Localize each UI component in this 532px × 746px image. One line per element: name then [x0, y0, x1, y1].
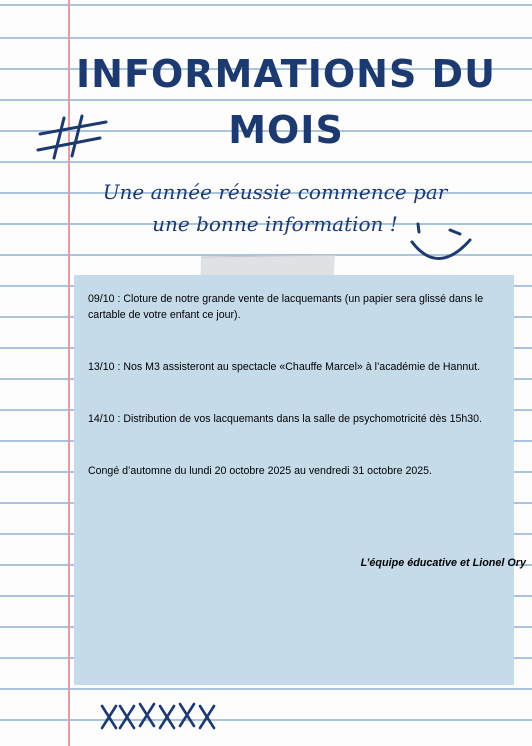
info-box — [74, 275, 526, 685]
info-item-0910 — [88, 291, 500, 323]
info-item-1410 — [88, 411, 500, 427]
hashtag-icon — [36, 112, 114, 162]
info-date: 09/10 : — [88, 293, 121, 305]
info-text: Nos M3 assisteront au spectacle «Chauffe Marcel» à l’académie de Hannut. — [123, 361, 481, 373]
info-item-1310 — [88, 359, 500, 375]
info-item-conge — [88, 463, 500, 479]
info-date: 14/10 : — [88, 413, 121, 425]
crosses-icon — [98, 700, 222, 732]
signature: L’équipe éducative et Lionel Ory — [360, 557, 526, 569]
info-date: 13/10 : — [88, 361, 121, 373]
page-title: INFORMATIONS DU MOIS — [76, 52, 496, 152]
smiley-icon — [408, 218, 478, 268]
info-text: Cloture de notre grande vente de lacquemants (un papier sera glissé dans le cartable de votre enfant ce jour). — [88, 293, 484, 321]
info-text: Distribution de vos lacquemants dans la salle de psychomotricité dès 15h30. — [123, 413, 482, 425]
info-text: Congé d’automne du lundi 20 octobre 2025 au vendredi 31 octobre 2025. — [88, 465, 432, 477]
subtitle: Une année réussie commence par une bonne information ! — [102, 180, 448, 236]
